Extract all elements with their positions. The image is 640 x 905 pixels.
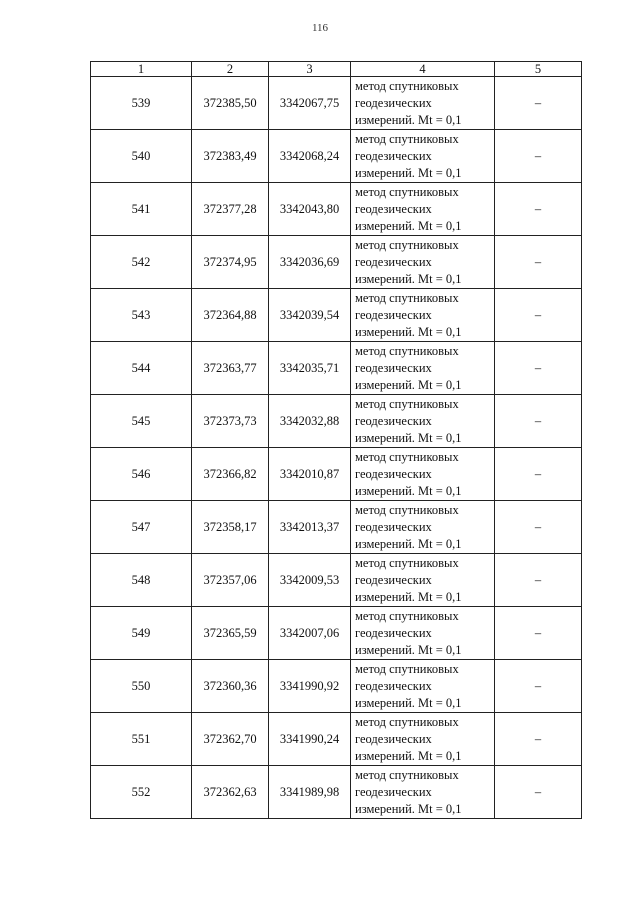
coordinates-table [90,61,582,819]
x-coordinate-cell: 372357,06 [192,554,269,607]
point-number-cell: 541 [91,183,192,236]
column-5-cell: – [495,183,582,236]
method-cell [351,713,495,766]
method-line-2: геодезических [355,784,432,799]
column-header-5: 5 [495,62,582,77]
table-row [91,713,582,766]
y-coordinate-cell: 3341990,24 [269,713,351,766]
method-line-1: метод спутниковых [355,767,459,782]
x-coordinate-cell: 372365,59 [192,607,269,660]
column-header-4: 4 [351,62,495,77]
point-number-cell: 547 [91,501,192,554]
point-number-cell: 542 [91,236,192,289]
point-number-cell: 539 [91,77,192,130]
method-line-1: метод спутниковых [355,661,459,676]
method-line-2: геодезических [355,625,432,640]
column-5-cell: – [495,342,582,395]
column-5-cell: – [495,77,582,130]
method-line-1: метод спутниковых [355,449,459,464]
x-coordinate-cell: 372377,28 [192,183,269,236]
table-row [91,660,582,713]
column-5-cell: – [495,766,582,819]
method-line-1: метод спутниковых [355,343,459,358]
column-5-cell: – [495,236,582,289]
column-5-cell: – [495,448,582,501]
column-5-cell: – [495,554,582,607]
point-number-cell: 544 [91,342,192,395]
method-line-1: метод спутниковых [355,78,459,93]
method-line-2: геодезических [355,360,432,375]
point-number-cell: 545 [91,395,192,448]
method-line-3: измерений. Mt = 0,1 [355,589,462,604]
table-row [91,554,582,607]
method-cell [351,554,495,607]
method-line-3: измерений. Mt = 0,1 [355,748,462,763]
y-coordinate-cell: 3342039,54 [269,289,351,342]
method-line-3: измерений. Mt = 0,1 [355,271,462,286]
column-header-3: 3 [269,62,351,77]
method-line-2: геодезических [355,307,432,322]
y-coordinate-cell: 3341989,98 [269,766,351,819]
x-coordinate-cell: 372363,77 [192,342,269,395]
y-coordinate-cell: 3342068,24 [269,130,351,183]
column-5-cell: – [495,395,582,448]
method-line-1: метод спутниковых [355,396,459,411]
method-line-1: метод спутниковых [355,555,459,570]
x-coordinate-cell: 372373,73 [192,395,269,448]
table-header-row [91,62,582,77]
method-cell [351,77,495,130]
table-row [91,395,582,448]
point-number-cell: 550 [91,660,192,713]
point-number-cell: 549 [91,607,192,660]
y-coordinate-cell: 3342043,80 [269,183,351,236]
method-line-2: геодезических [355,413,432,428]
y-coordinate-cell: 3341990,92 [269,660,351,713]
method-line-3: измерений. Mt = 0,1 [355,112,462,127]
column-header-2: 2 [192,62,269,77]
y-coordinate-cell: 3342035,71 [269,342,351,395]
method-line-3: измерений. Mt = 0,1 [355,801,462,816]
point-number-cell: 552 [91,766,192,819]
method-line-3: измерений. Mt = 0,1 [355,536,462,551]
method-line-3: измерений. Mt = 0,1 [355,483,462,498]
table-row [91,766,582,819]
method-cell [351,236,495,289]
table-row [91,448,582,501]
method-cell [351,448,495,501]
method-line-2: геодезических [355,466,432,481]
column-header-1: 1 [91,62,192,77]
method-line-1: метод спутниковых [355,184,459,199]
method-line-2: геодезических [355,731,432,746]
table-row [91,501,582,554]
table-row [91,342,582,395]
x-coordinate-cell: 372366,82 [192,448,269,501]
x-coordinate-cell: 372385,50 [192,77,269,130]
table-row [91,236,582,289]
method-line-2: геодезических [355,519,432,534]
method-cell [351,289,495,342]
method-line-3: измерений. Mt = 0,1 [355,324,462,339]
y-coordinate-cell: 3342013,37 [269,501,351,554]
table-row [91,289,582,342]
column-5-cell: – [495,289,582,342]
method-cell [351,501,495,554]
point-number-cell: 540 [91,130,192,183]
point-number-cell: 548 [91,554,192,607]
y-coordinate-cell: 3342036,69 [269,236,351,289]
method-line-2: геодезических [355,678,432,693]
method-line-2: геодезических [355,201,432,216]
method-line-2: геодезических [355,254,432,269]
method-line-1: метод спутниковых [355,714,459,729]
y-coordinate-cell: 3342010,87 [269,448,351,501]
method-line-3: измерений. Mt = 0,1 [355,695,462,710]
column-5-cell: – [495,130,582,183]
table-header [91,62,582,77]
column-5-cell: – [495,501,582,554]
column-5-cell: – [495,713,582,766]
method-line-1: метод спутниковых [355,608,459,623]
method-line-3: измерений. Mt = 0,1 [355,377,462,392]
method-cell [351,607,495,660]
method-cell [351,766,495,819]
y-coordinate-cell: 3342009,53 [269,554,351,607]
method-line-1: метод спутниковых [355,237,459,252]
method-line-3: измерений. Mt = 0,1 [355,218,462,233]
method-cell [351,660,495,713]
point-number-cell: 551 [91,713,192,766]
column-5-cell: – [495,660,582,713]
method-line-1: метод спутниковых [355,131,459,146]
table-row [91,77,582,130]
method-cell [351,342,495,395]
method-cell [351,395,495,448]
method-line-2: геодезических [355,95,432,110]
method-line-3: измерений. Mt = 0,1 [355,165,462,180]
point-number-cell: 546 [91,448,192,501]
x-coordinate-cell: 372362,70 [192,713,269,766]
point-number-cell: 543 [91,289,192,342]
method-line-1: метод спутниковых [355,502,459,517]
x-coordinate-cell: 372374,95 [192,236,269,289]
method-line-3: измерений. Mt = 0,1 [355,430,462,445]
method-cell [351,130,495,183]
x-coordinate-cell: 372362,63 [192,766,269,819]
x-coordinate-cell: 372383,49 [192,130,269,183]
table-row [91,130,582,183]
method-line-3: измерений. Mt = 0,1 [355,642,462,657]
method-cell [351,183,495,236]
table-row [91,183,582,236]
column-5-cell: – [495,607,582,660]
method-line-2: геодезических [355,148,432,163]
y-coordinate-cell: 3342032,88 [269,395,351,448]
table-row [91,607,582,660]
table-body [91,77,582,819]
y-coordinate-cell: 3342007,06 [269,607,351,660]
x-coordinate-cell: 372364,88 [192,289,269,342]
method-line-2: геодезических [355,572,432,587]
page-number: 116 [311,22,329,34]
y-coordinate-cell: 3342067,75 [269,77,351,130]
x-coordinate-cell: 372360,36 [192,660,269,713]
method-line-1: метод спутниковых [355,290,459,305]
x-coordinate-cell: 372358,17 [192,501,269,554]
